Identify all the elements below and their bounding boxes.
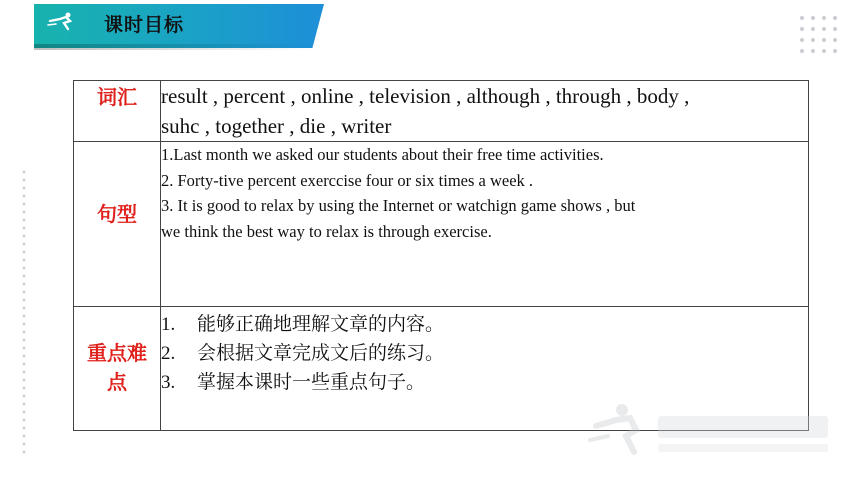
key-point-text: 会根据文章完成文后的练习。 (197, 342, 445, 364)
key-point-number: 1. (161, 314, 176, 335)
key-point-number: 3. (161, 372, 176, 393)
decorative-dot-grid (798, 14, 842, 58)
key-point-text: 掌握本课时一些重点句子。 (197, 371, 426, 393)
sentence-line: 3. It is good to relax by using the Internet or watchign game shows , but (161, 196, 636, 215)
lesson-goals-table (73, 80, 809, 431)
vocabulary-row (74, 81, 809, 142)
runner-logo-icon (46, 11, 76, 31)
decorative-side-dots (22, 168, 26, 458)
key-points-label (74, 307, 161, 431)
sentence-line: we think the best way to relax is through exercise. (161, 221, 492, 241)
key-points-label-line: 点 (107, 370, 127, 394)
key-point-text: 能够正确地理解文章的内容。 (197, 313, 445, 335)
vocabulary-line: suhc , together , die , writer (161, 114, 392, 138)
key-point-item (161, 339, 808, 368)
key-point-item (161, 310, 808, 339)
vocabulary-line: result , percent , online , television , although , through , body , (161, 84, 690, 108)
sentence-content (161, 142, 809, 307)
key-points-label-line: 重点难 (87, 341, 147, 365)
sentence-label: 句型 (74, 142, 161, 307)
sentence-line: 1.Last month we asked our students about their free time activities. (161, 145, 604, 164)
watermark-logo (586, 396, 836, 466)
sentence-line: 2. Forty-tive percent exerccise four or six times a week . (161, 170, 534, 190)
page-title: 课时目标 (104, 14, 185, 36)
key-point-item (161, 368, 808, 397)
header-banner-shadow (34, 44, 314, 50)
key-point-number: 2. (161, 343, 176, 364)
vocabulary-label: 词汇 (74, 81, 161, 142)
vocabulary-content (161, 81, 809, 142)
sentence-row (74, 142, 809, 307)
